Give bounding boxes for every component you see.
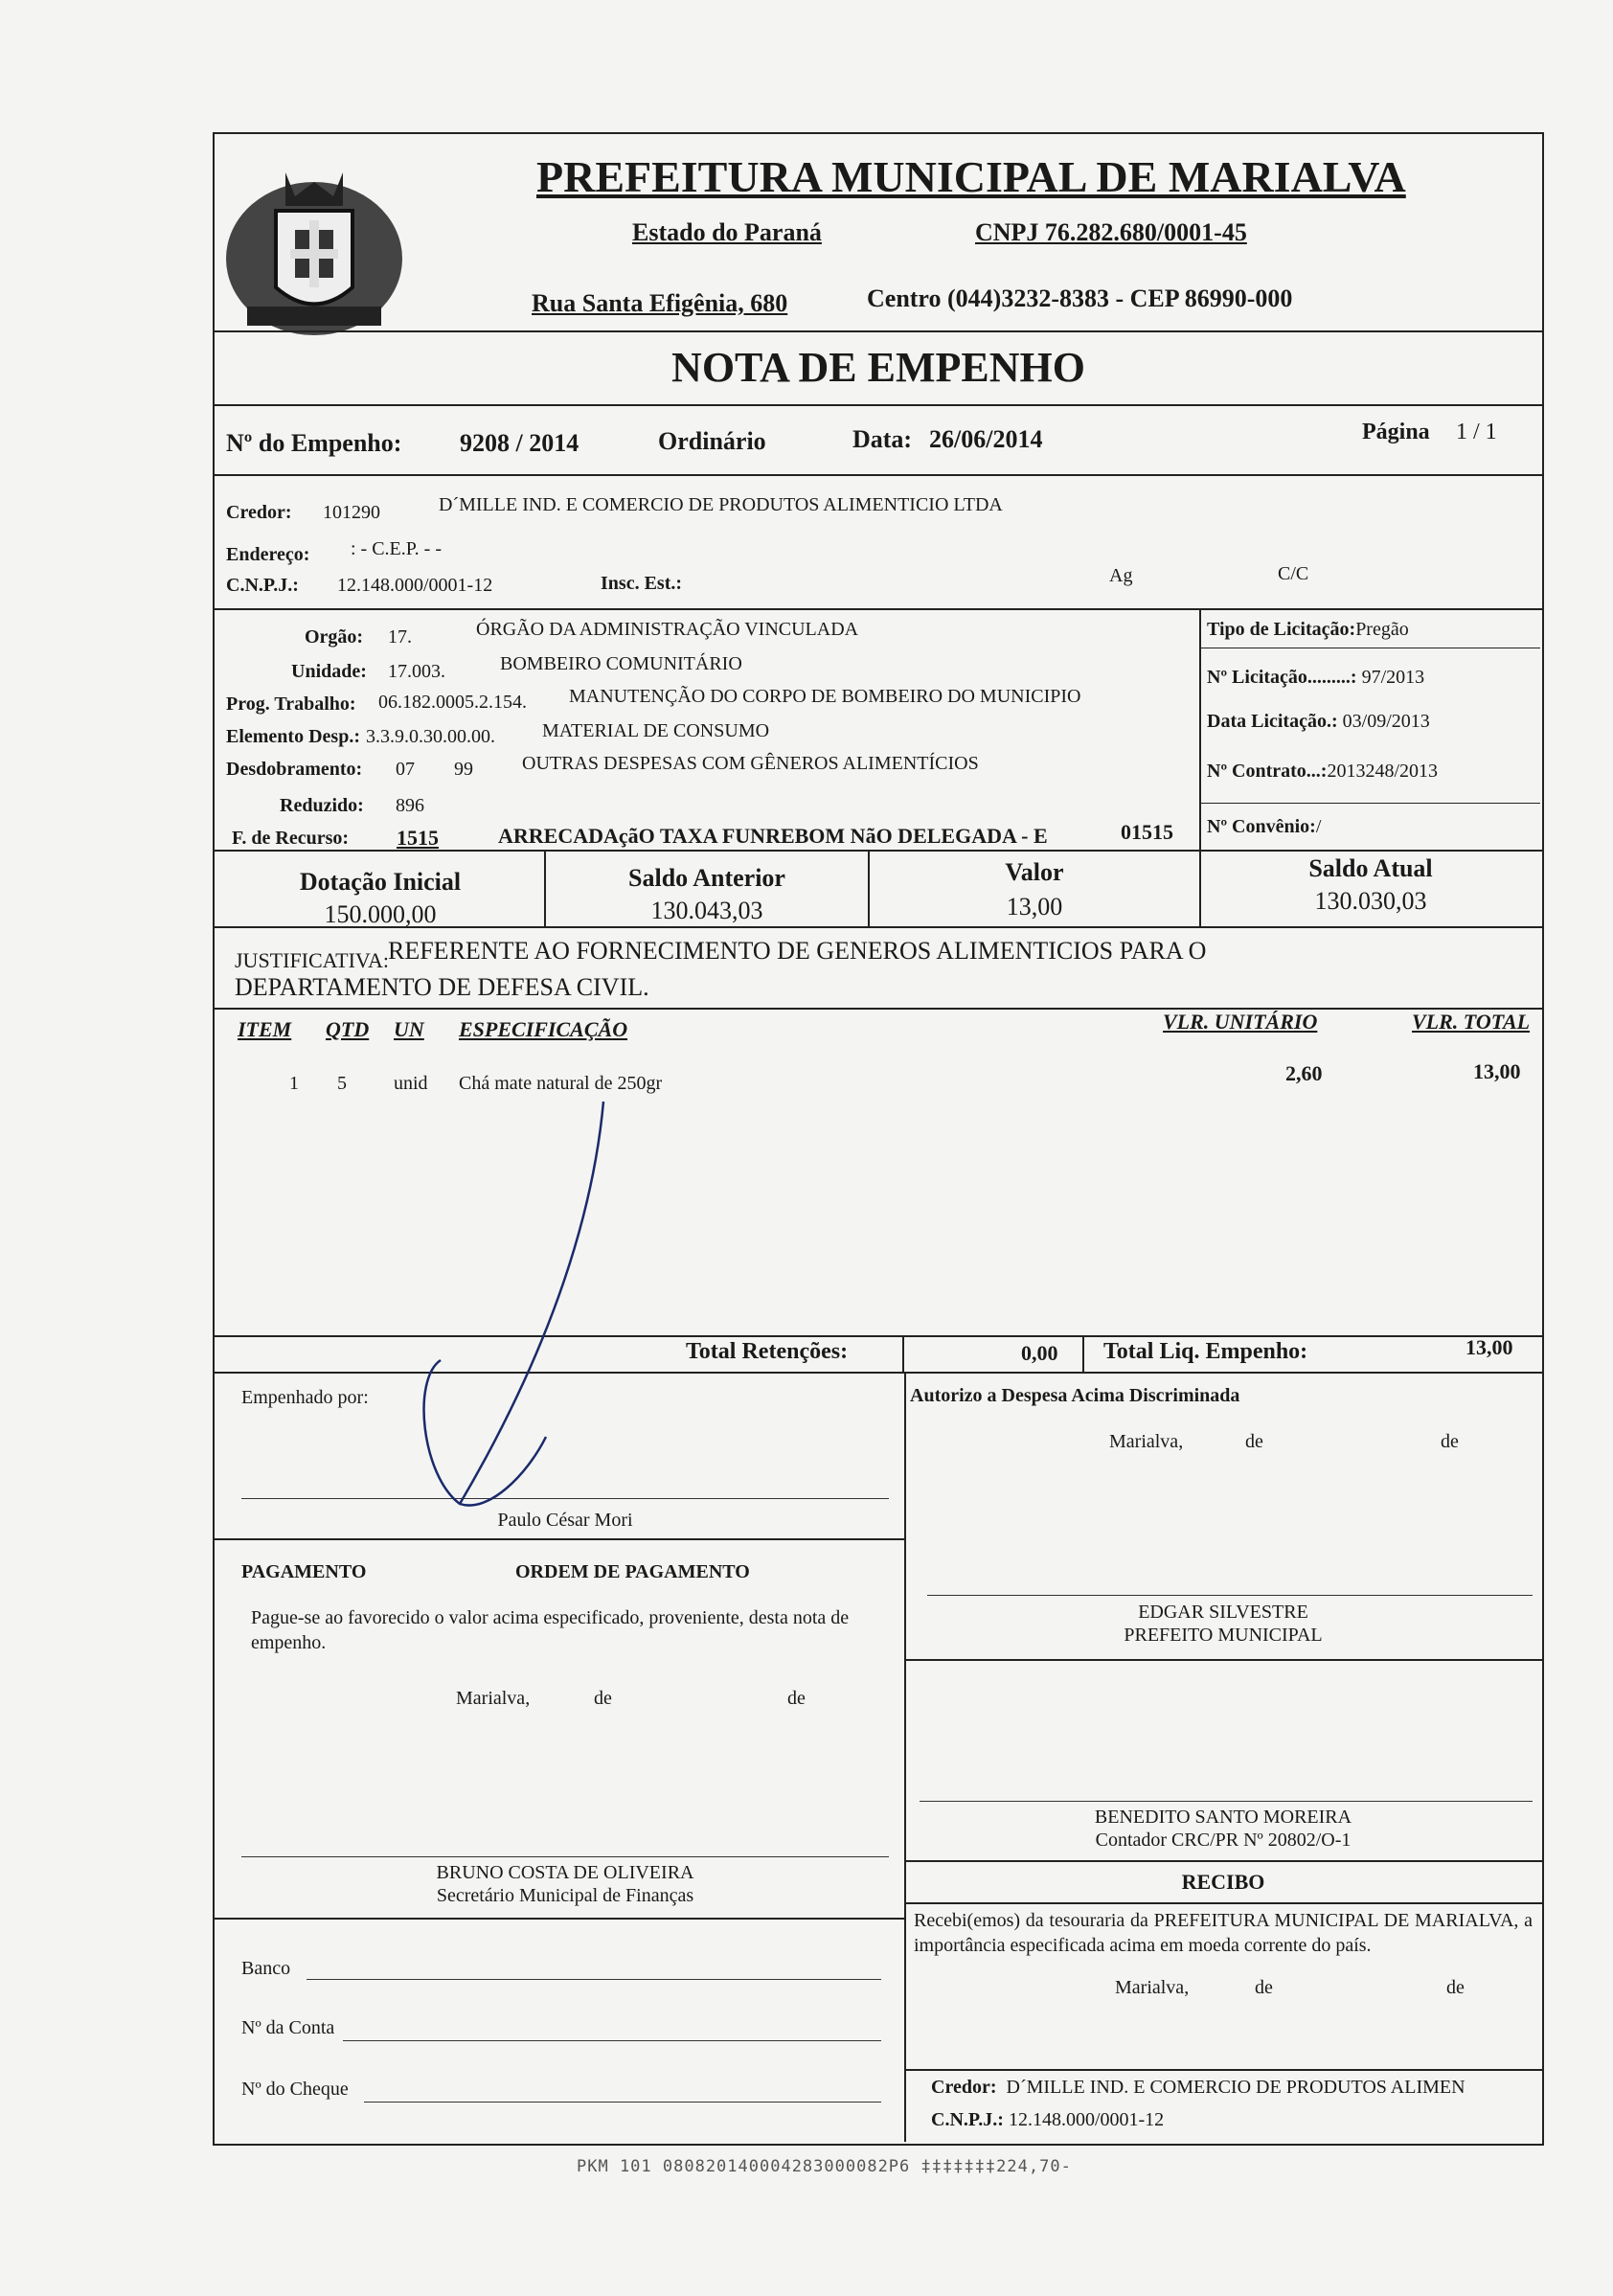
contador-title: Contador CRC/PR Nº 20802/O-1 [1095,1830,1352,1851]
header-street: Rua Santa Efigênia, 680 [532,289,788,317]
row-item: 1 [289,1073,299,1094]
document-title: NOTA DE EMPENHO [671,344,1085,391]
autorizo-place: Marialva, [1109,1431,1184,1452]
autorizo-de1: de [1245,1431,1263,1452]
desdobramento-value: OUTRAS DESPESAS COM GÊNEROS ALIMENTÍCIOS [522,753,979,774]
recibo-de1: de [1255,1977,1273,1998]
empenho-date: 26/06/2014 [929,425,1043,453]
saldo-atual-value: 130.030,03 [1314,887,1427,915]
unidade-value: BOMBEIRO COMUNITÁRIO [500,653,742,674]
empenho-number-label: Nº do Empenho: [226,429,402,457]
col-qtd-header: QTD [326,1017,370,1041]
orgao-value: ÓRGÃO DA ADMINISTRAÇÃO VINCULADA [476,619,859,640]
recibo-text: Recebi(emos) da tesouraria da PREFEITURA MUNICIPAL DE MARIALVA, a importância especificada acima em moeda corrente do país. [914,1910,1533,1956]
credor-bottom [931,2077,1465,2099]
credor-code: 101290 [323,502,380,523]
header-cnpj: CNPJ 76.282.680/0001-45 [975,218,1247,246]
bank-stamp: PKM 101 080820140004283000082P6 ‡‡‡‡‡‡‡224,70- [577,2157,1072,2176]
credor-bottom-cnpj [931,2109,1164,2131]
row-unit: 2,60 [1285,1061,1323,1085]
recurso-label: F. de Recurso: [232,828,350,849]
convenio-value: / [1315,816,1322,837]
desdobramento-label: Desdobramento: [226,759,363,780]
credor-label: Credor: [226,502,292,523]
prefeito-title: PREFEITO MUNICIPAL [1124,1625,1323,1646]
autorizo-label: Autorizo a Despesa Acima Discriminada [910,1385,1240,1406]
saldo-atual-label: Saldo Atual [1308,854,1433,882]
data-licitacao-value: 03/09/2013 [1342,711,1430,732]
valor-value: 13,00 [1006,893,1063,921]
num-licitacao [1207,667,1424,689]
col-item-header: ITEM [238,1017,292,1041]
total-liq-label: Total Liq. Empenho: [1103,1339,1308,1364]
credor-bottom-name: D´MILLE IND. E COMERCIO DE PRODUTOS ALIMEN [1006,2077,1465,2098]
pagamento-de1: de [594,1688,612,1709]
orgao-code: 17. [388,626,412,648]
row-un: unid [394,1073,428,1094]
tipo-licitacao [1207,619,1409,641]
address-label: Endereço: [226,544,310,565]
recibo-de2: de [1446,1977,1465,1998]
convenio [1207,816,1321,838]
col-total-header: VLR. TOTAL [1412,1010,1531,1034]
cnpj-value: 12.148.000/0001-12 [337,575,493,596]
recurso-code: 1515 [397,826,439,850]
justificativa-line1: REFERENTE AO FORNECIMENTO DE GENEROS ALIMENTICIOS PARA O [388,937,1207,965]
convenio-label: Nº Convênio: [1207,816,1316,837]
empenhado-name: Paulo César Mori [497,1510,633,1531]
contrato [1207,761,1438,783]
elemento-value: MATERIAL DE CONSUMO [542,720,770,741]
cnpj-label: C.N.P.J.: [226,575,299,596]
justificativa-line2: DEPARTAMENTO DE DEFESA CIVIL. [235,973,649,1001]
credor-bottom-label: Credor: [931,2077,997,2098]
tipo-licitacao-value: Pregão [1355,619,1409,640]
saldo-anterior-value: 130.043,03 [650,897,763,924]
contrato-label: Nº Contrato...: [1207,761,1328,782]
pagamento-place: Marialva, [456,1688,531,1709]
prefeito-name: EDGAR SILVESTRE [1138,1602,1308,1623]
secretario-title: Secretário Municipal de Finanças [436,1885,694,1906]
empenhado-label: Empenhado por: [241,1387,369,1408]
pagamento-label: PAGAMENTO [241,1561,367,1582]
autorizo-de2: de [1441,1431,1459,1452]
unidade-label: Unidade: [291,661,367,682]
total-liq-value: 13,00 [1465,1335,1513,1359]
contrato-value: 2013248/2013 [1327,761,1439,782]
num-licitacao-label: Nº Licitação.........: [1207,667,1357,688]
credor-name: D´MILLE IND. E COMERCIO DE PRODUTOS ALIMENTICIO LTDA [439,494,1003,515]
cheque-label: Nº do Cheque [241,2079,349,2100]
contador-name: BENEDITO SANTO MOREIRA [1094,1807,1352,1828]
orgao-label: Orgão: [305,626,364,648]
recurso-value: ARRECADAçãO TAXA FUNREBOM NãO DELEGADA - E [498,824,1048,848]
data-licitacao [1207,711,1430,733]
header-address: Centro (044)3232-8383 - CEP 86990-000 [867,284,1293,312]
prog-value: MANUTENÇÃO DO CORPO DE BOMBEIRO DO MUNICIPIO [569,686,1081,707]
num-licitacao-value: 97/2013 [1361,667,1425,688]
row-espec: Chá mate natural de 250gr [459,1073,663,1094]
dotacao-label: Dotação Inicial [299,868,462,896]
page-number: 1 / 1 [1456,420,1497,444]
header-state: Estado do Paraná [632,218,822,246]
retencoes-label: Total Retenções: [686,1339,849,1364]
row-qtd: 5 [337,1073,347,1094]
secretario-name: BRUNO COSTA DE OLIVEIRA [436,1862,694,1883]
credor-bottom-cnpj-value: 12.148.000/0001-12 [1008,2109,1165,2130]
retencoes-value: 0,00 [1021,1341,1058,1365]
justificativa-label: JUSTIFICATIVA: [235,948,389,972]
reduzido-value: 896 [396,795,424,816]
reduzido-label: Reduzido: [280,795,364,816]
empenho-number: 9208 / 2014 [460,429,579,457]
empenho-date-label: Data: [852,425,913,453]
page-label: Página [1362,420,1430,444]
tipo-licitacao-label: Tipo de Licitação: [1207,619,1356,640]
empenho-type: Ordinário [658,427,766,455]
dotacao-value: 150.000,00 [324,900,437,928]
signature-scribble [402,1092,623,1513]
address-value: : - C.E.P. - - [351,538,442,559]
conta-label: Nº da Conta [241,2017,335,2038]
desdobramento-code2: 99 [454,759,473,780]
credor-bottom-cnpj-label: C.N.P.J.: [931,2109,1004,2130]
recibo-place: Marialva, [1115,1977,1190,1998]
recibo-label: RECIBO [1181,1870,1265,1894]
unidade-code: 17.003. [388,661,445,682]
header-title: PREFEITURA MUNICIPAL DE MARIALVA [536,152,1406,201]
col-unit-header: VLR. UNITÁRIO [1163,1010,1318,1034]
prog-code: 06.182.0005.2.154. [378,692,527,713]
prog-label: Prog. Trabalho: [226,693,356,715]
desdobramento-code1: 07 [396,759,415,780]
ordem-pagamento-label: ORDEM DE PAGAMENTO [515,1561,750,1582]
col-espec-header: ESPECIFICAÇÃO [459,1017,628,1041]
elemento-code: 3.3.9.0.30.00.00. [366,726,495,747]
elemento-label: Elemento Desp.: [226,726,360,747]
pague-text: Pague-se ao favorecido o valor acima especificado, proveniente, desta nota de empenho. [251,1607,850,1653]
col-un-header: UN [394,1017,424,1041]
ag-label: Ag [1109,565,1133,586]
insc-est-label: Insc. Est.: [601,573,683,594]
recurso-code2: 01515 [1121,820,1173,844]
valor-label: Valor [1005,858,1064,886]
cc-label: C/C [1278,563,1309,584]
data-licitacao-label: Data Licitação.: [1207,711,1338,732]
banco-label: Banco [241,1958,291,1979]
saldo-anterior-label: Saldo Anterior [628,864,785,892]
row-total: 13,00 [1473,1059,1521,1083]
pagamento-de2: de [787,1688,806,1709]
